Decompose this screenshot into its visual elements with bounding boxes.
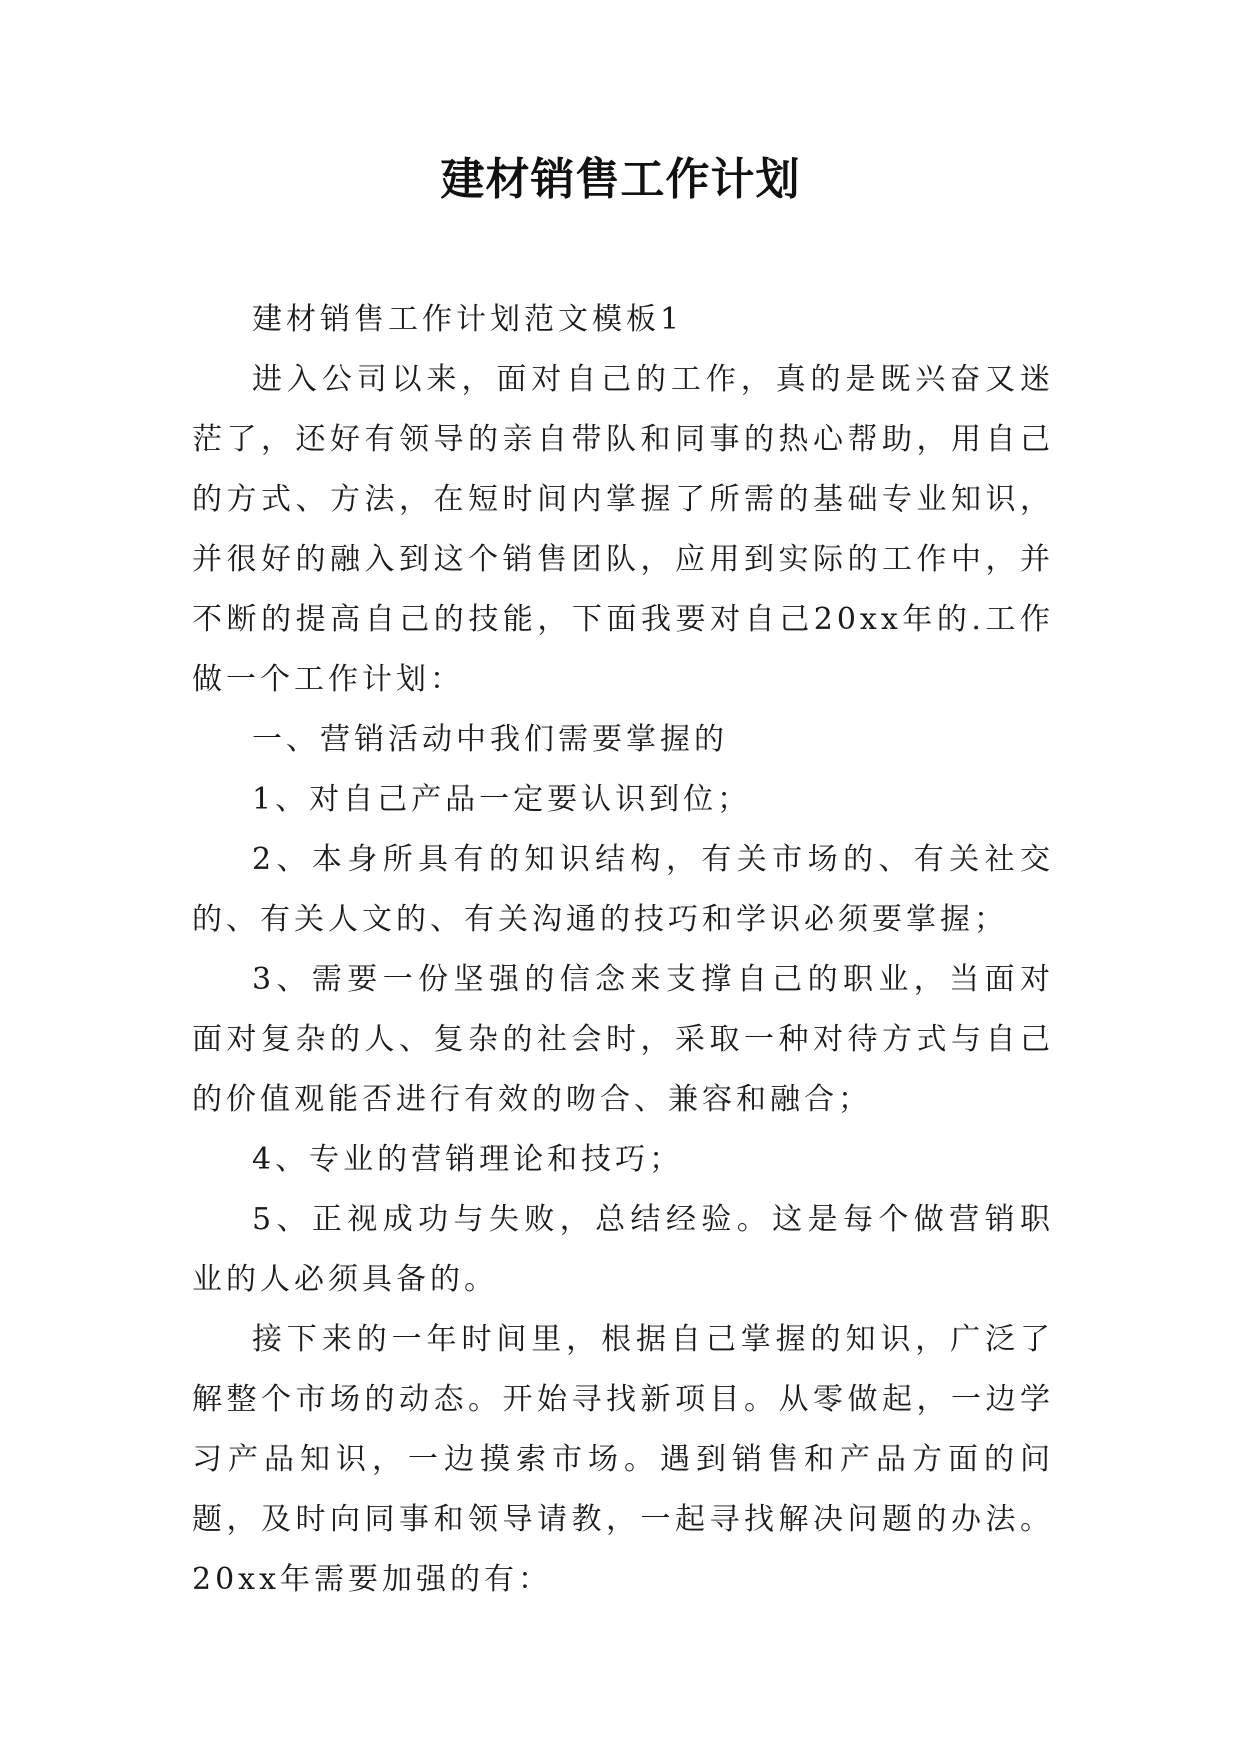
document-title: 建材销售工作计划 xyxy=(440,154,801,205)
body-paragraph: 接下来的一年时间里，根据自己掌握的知识，广泛了解整个市场的动态。开始寻找新项目。从零做起，一边学习产品知识，一边摸索市场。遇到销售和产品方面的问题，及时向同事和领导请教，一起寻找解决问题的办法。20xx年需要加强的有： xyxy=(192,1322,1054,1597)
list-item: 4、专业的营销理论和技巧； xyxy=(252,1142,684,1177)
subtitle-paragraph: 建材销售工作计划范文模板1 xyxy=(252,302,684,337)
list-item: 1、对自己产品一定要认识到位； xyxy=(252,782,752,817)
list-item: 2、本身所具有的知识结构，有关市场的、有关社交的、有关人文的、有关沟通的技巧和学识必须要掌握； xyxy=(192,842,1054,937)
intro-paragraph: 进入公司以来，面对自己的工作，真的是既兴奋又迷茫了，还好有领导的亲自带队和同事的热心帮助，用自己的方式、方法，在短时间内掌握了所需的基础专业知识，并很好的融入到这个销售团队，应用到实际的工作中，并不断的提高自己的技能，下面我要对自己20xx年的.工作做一个工作计划： xyxy=(192,362,1054,697)
section-heading: 一、营销活动中我们需要掌握的 xyxy=(252,722,728,757)
list-item: 5、正视成功与失败，总结经验。这是每个做营销职业的人必须具备的。 xyxy=(192,1202,1054,1297)
document-body xyxy=(192,290,1054,1610)
list-item: 3、需要一份坚强的信念来支撑自己的职业，当面对面对复杂的人、复杂的社会时，采取一种对待方式与自己的价值观能否进行有效的吻合、兼容和融合； xyxy=(192,962,1054,1117)
